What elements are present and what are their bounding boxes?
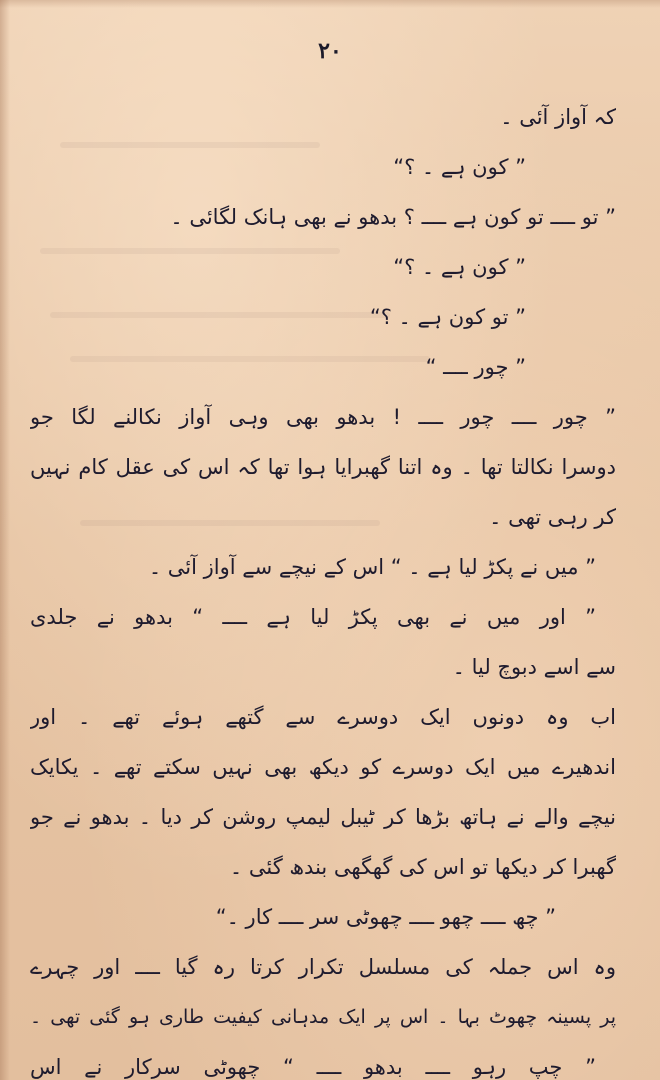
text-line: ” تو ــــ تو کون ہے ــــ ؟ بدھو نے بھی ہانک لگائی ۔ — [170, 205, 616, 229]
text-line: دوسرا نکالتا تھا ۔ وہ اتنا گھبرایا ہوا تھا کہ اس کی عقل کام نہیں — [30, 455, 616, 479]
text-line: ” چپ رہو ــــ بدھو ــــ “ چھوٹی سرکار نے اس — [30, 1055, 596, 1079]
text-line: ” میں نے پکڑ لیا ہے ۔ “ اس کے نیچے سے آواز آئی ۔ — [148, 555, 596, 579]
text-line: ” اور میں نے بھی پکڑ لیا ہے ــــ “ بدھو نے جلدی — [30, 605, 596, 629]
text-line: کہ آواز آئی ۔ — [500, 105, 616, 129]
text-line: ” کون ہے ۔ ؟“ — [393, 155, 526, 179]
text-line: ” چھ ــــ چھو ــــ چھوٹی سر ــــ کار ۔“ — [215, 905, 556, 929]
page-body-text — [30, 92, 616, 1080]
page-edge-shadow — [0, 0, 10, 1080]
text-line: کر رہی تھی ۔ — [489, 505, 616, 529]
text-line: ” کون ہے ۔ ؟“ — [393, 255, 526, 279]
text-line: وہ اس جملہ کی مسلسل تکرار کرتا رہ گیا ــــ اور چہرے — [30, 955, 616, 979]
text-line: ” چور ــــ “ — [425, 355, 526, 379]
text-line: اندھیرے میں ایک دوسرے کو دیکھ بھی نہیں سکتے تھے ۔ یکایک — [30, 755, 616, 779]
text-line: اب وہ دونوں ایک دوسرے سے گتھے ہوئے تھے ۔ اور — [30, 705, 616, 729]
text-line: ” تو کون ہے ۔ ؟“ — [369, 305, 526, 329]
page-top-shadow — [0, 0, 660, 8]
text-line: گھبرا کر دیکھا تو اس کی گھگھی بندھ گئی ۔ — [229, 855, 616, 879]
text-line: ” چور ــــ چور ــــ ! بدھو بھی وہی آواز نکالنے لگا جو — [30, 405, 616, 429]
text-line: پر پسینہ چھوٹ بہا ۔ اس پر ایک مدہانی کیفیت طاری ہو گئی تھی ۔ — [30, 1006, 616, 1028]
page-number: ۲۰ — [318, 38, 342, 64]
text-line: سے اسے دبوچ لیا ۔ — [452, 655, 616, 679]
text-line: نیچے والے نے ہاتھ بڑھا کر ٹیبل لیمپ روشن کر دیا ۔ بدھو نے جو — [30, 805, 616, 829]
